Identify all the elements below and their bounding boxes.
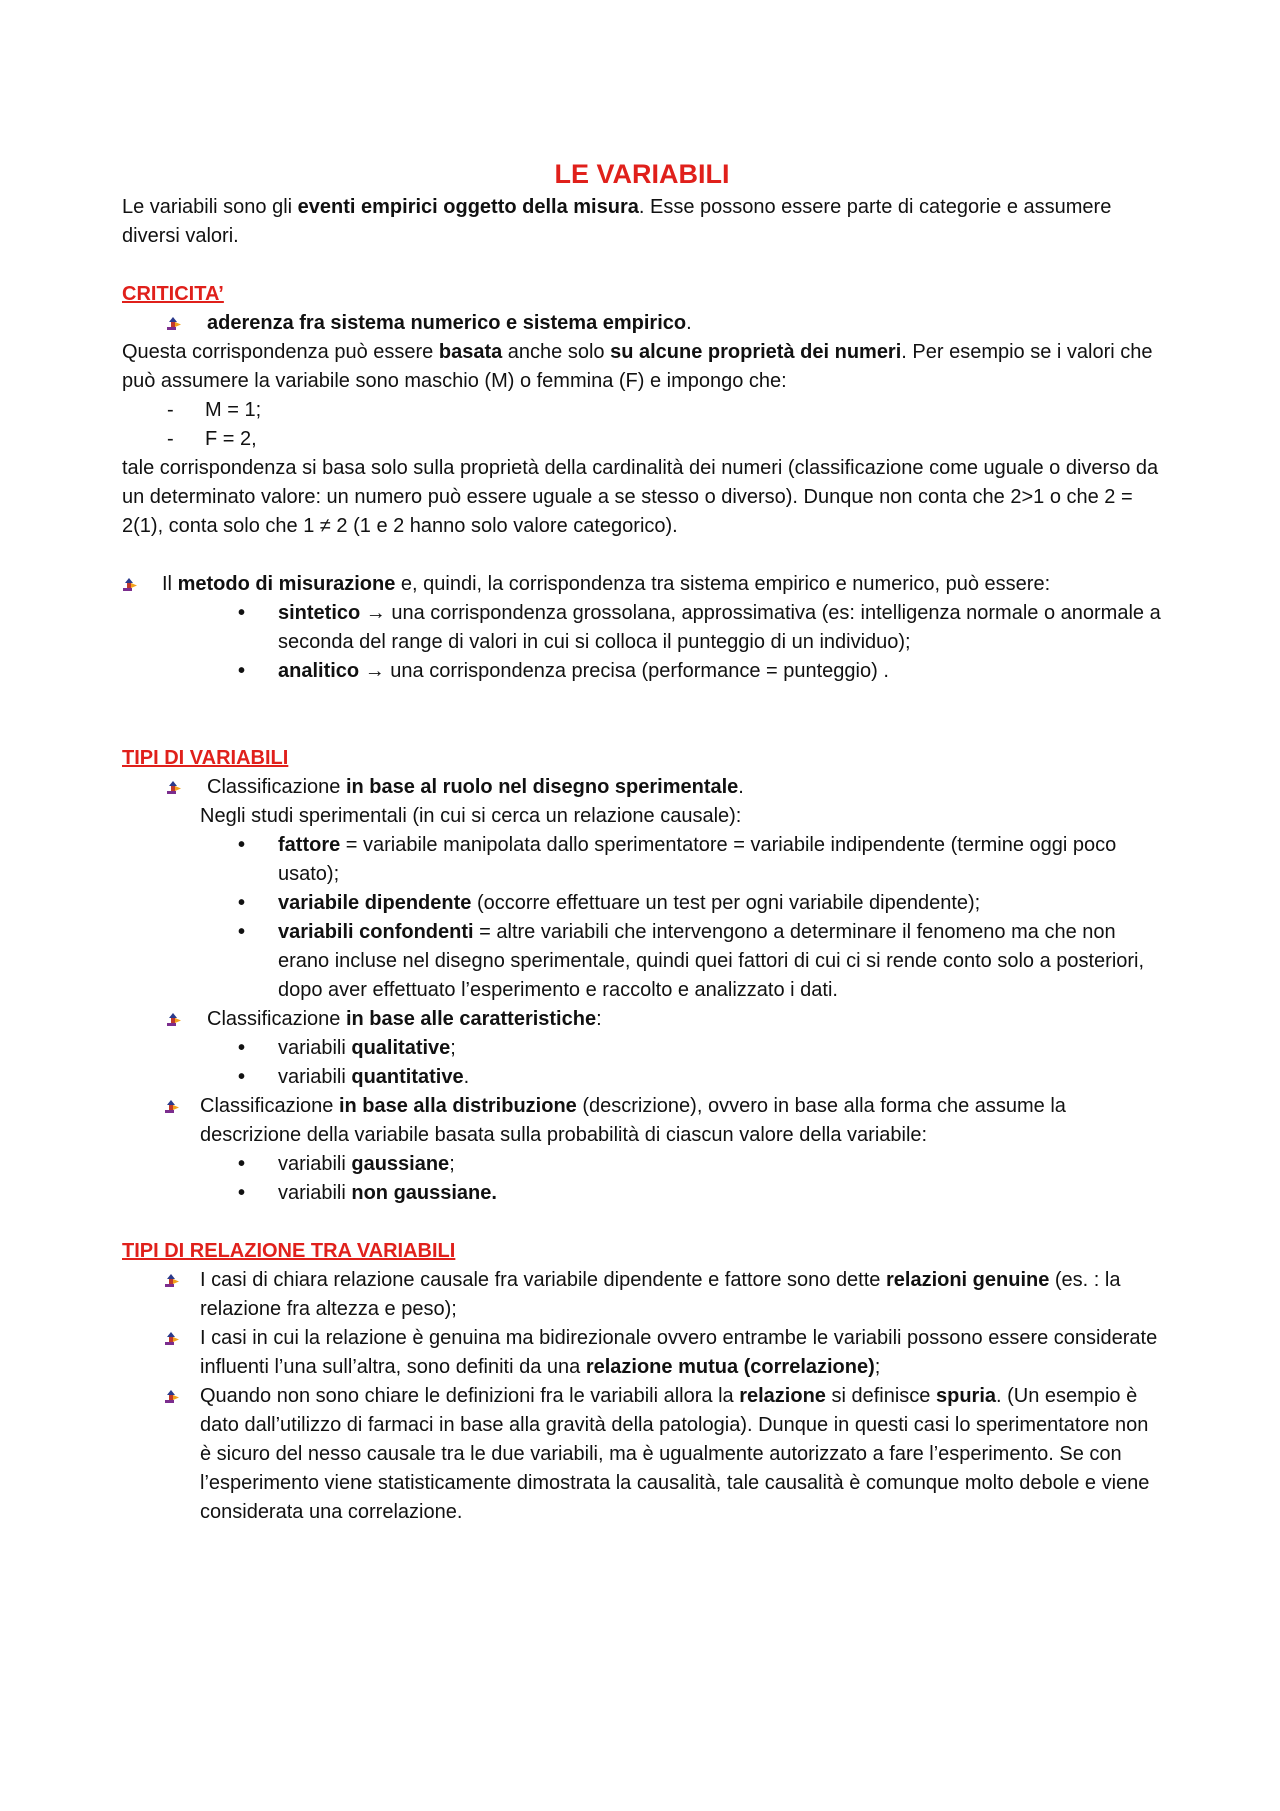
list-item: • variabile dipendente (occorre effettuare un test per ogni variabile dipendente);	[238, 892, 981, 914]
list-item: • fattore = variabile manipolata dallo sperimentatore = variabile indipendente (termine oggi poco usato);	[238, 834, 1117, 885]
document-body	[122, 156, 1162, 1527]
criticita-point: aderenza fra sistema numerico e sistema empirico.	[122, 309, 1162, 338]
metodo-point: Il metodo di misurazione e, quindi, la corrispondenza tra sistema empirico e numerico, può essere:	[122, 570, 1162, 599]
arrow-bullet-icon	[166, 780, 182, 796]
section-heading-relazioni: TIPI DI RELAZIONE TRA VARIABILI	[122, 1240, 456, 1262]
classification-subtext: Negli studi sperimentali (in cui si cerca un relazione causale):	[200, 805, 742, 827]
relation-point: I casi di chiara relazione causale fra variabile dipendente e fattore sono dette relazioni genuine (es. : la relazione fra altezza e peso);	[122, 1266, 1162, 1324]
list-item: • variabili quantitative.	[238, 1066, 470, 1088]
list-item: - M = 1;	[167, 399, 262, 421]
relation-point: I casi in cui la relazione è genuina ma bidirezionale ovvero entrambe le variabili possono essere considerate influenti l’una sull’altra, sono definiti da una relazione mutua (correlazione);	[122, 1324, 1162, 1382]
criticita-paragraph-2: tale corrispondenza si basa solo sulla proprietà della cardinalità dei numeri (classificazione come uguale o diverso da un determinato valore: un numero può essere uguale a se stesso o diverso). Dunque non conta che 2>1 o che 2 = 2(1), conta solo che 1 ≠ 2 (1 e 2 hanno solo valore categorico).	[122, 457, 1159, 537]
arrow-bullet-icon	[122, 577, 138, 593]
arrow-bullet-icon	[164, 1273, 180, 1289]
arrow-bullet-icon	[164, 1389, 180, 1405]
list-item: • sintetico → una corrispondenza grossolana, approssimativa (es: intelligenza normale o anormale a seconda del range di valori in cui si colloca il punteggio di un individuo);	[238, 602, 1161, 653]
list-item: • variabili confondenti = altre variabili che intervengono a determinare il fenomeno ma che non erano incluse nel disegno sperimentale, quindi quei fattori di cui ci si rende conto solo a posteriori, dopo aver effettuato l’esperimento e raccolto e analizzato i dati.	[238, 921, 1145, 1001]
arrow-bullet-icon	[164, 1099, 180, 1115]
list-item: • variabili qualitative;	[238, 1037, 456, 1059]
arrow-bullet-icon	[166, 1012, 182, 1028]
list-item: • variabili non gaussiane.	[238, 1182, 497, 1204]
classification-point: Classificazione in base alla distribuzione (descrizione), ovvero in base alla forma che assume la descrizione della variabile basata sulla probabilità di ciascun valore della variabile:	[122, 1092, 1162, 1150]
relation-point: Quando non sono chiare le definizioni fra le variabili allora la relazione si definisce spuria. (Un esempio è dato dall’utilizzo di farmaci in base alla gravità della patologia). Dunque in questi casi lo sperimentatore non è sicuro del nesso causale tra le due variabili, ma è ugualmente autorizzato a fare l’esperimento. Se con l’esperimento viene statisticamente dimostrata la causalità, tale causalità è comunque molto debole e viene considerata una correlazione.	[122, 1382, 1162, 1527]
intro-paragraph: Le variabili sono gli eventi empirici oggetto della misura. Esse possono essere parte di categorie e assumere diversi valori.	[122, 196, 1112, 247]
arrow-bullet-icon	[166, 316, 182, 332]
list-item: - F = 2,	[167, 428, 257, 450]
list-item: • variabili gaussiane;	[238, 1153, 455, 1175]
page-title: LE VARIABILI	[554, 159, 730, 189]
criticita-paragraph-1: Questa corrispondenza può essere basata anche solo su alcune proprietà dei numeri. Per esempio se i valori che può assumere la variabile sono maschio (M) o femmina (F) e impongo che:	[122, 341, 1153, 392]
section-heading-criticita: CRITICITA’	[122, 283, 224, 305]
list-item: • analitico → una corrispondenza precisa (performance = punteggio) .	[238, 660, 889, 682]
section-heading-tipi: TIPI DI VARIABILI	[122, 747, 289, 769]
arrow-bullet-icon	[164, 1331, 180, 1347]
classification-point: Classificazione in base al ruolo nel disegno sperimentale.	[122, 773, 1162, 802]
classification-point: Classificazione in base alle caratteristiche:	[122, 1005, 1162, 1034]
